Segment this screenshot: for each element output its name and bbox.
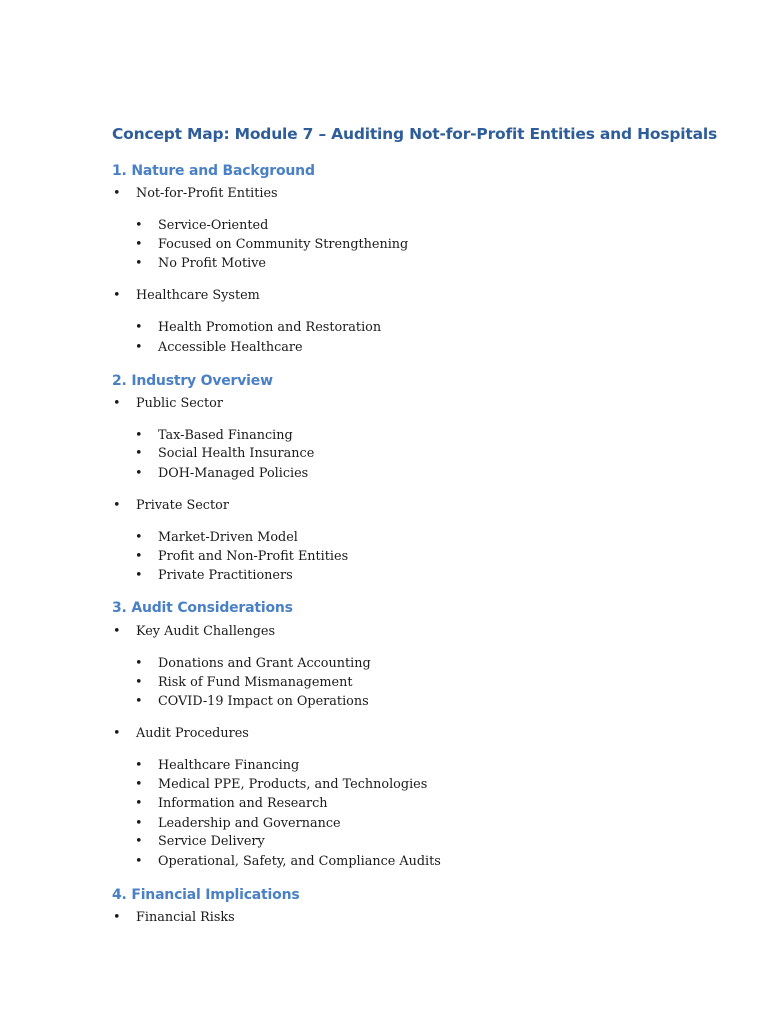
list-item: • Healthcare System: [113, 288, 260, 303]
bullet-icon: •: [113, 186, 121, 201]
list-item: • Medical PPE, Products, and Technologies: [135, 777, 428, 792]
list-item: • COVID-19 Impact on Operations: [135, 694, 369, 709]
list-item: • Service Delivery: [135, 834, 265, 849]
list-item: • Social Health Insurance: [135, 446, 315, 461]
bullet-icon: •: [135, 340, 143, 355]
bullet-icon: •: [135, 237, 143, 252]
bullet-icon: •: [135, 320, 143, 335]
bullet-icon: •: [135, 834, 143, 849]
list-item: • Not-for-Profit Entities: [113, 186, 278, 201]
list-item: • Accessible Healthcare: [135, 340, 303, 355]
bullet-icon: •: [135, 777, 143, 792]
section-heading-industry-overview: 2. Industry Overview: [112, 373, 273, 389]
bullet-icon: •: [135, 796, 143, 811]
list-item: • Tax-Based Financing: [135, 428, 293, 443]
bullet-icon: •: [135, 656, 143, 671]
list-item: • Financial Risks: [113, 910, 235, 925]
bullet-icon: •: [113, 288, 121, 303]
list-item: • Healthcare Financing: [135, 758, 300, 773]
list-item: • Information and Research: [135, 796, 328, 811]
bullet-icon: •: [135, 218, 143, 233]
list-item: • Audit Procedures: [113, 726, 249, 741]
bullet-icon: •: [135, 530, 143, 545]
bullet-icon: •: [135, 446, 143, 461]
bullet-icon: •: [135, 568, 143, 583]
bullet-icon: •: [135, 694, 143, 709]
section-heading-nature-background: 1. Nature and Background: [112, 163, 315, 179]
list-item: • Risk of Fund Mismanagement: [135, 675, 353, 690]
section-heading-audit-considerations: 3. Audit Considerations: [112, 600, 293, 616]
list-item: • Focused on Community Strengthening: [135, 237, 409, 252]
list-item: • Key Audit Challenges: [113, 624, 276, 639]
bullet-icon: •: [135, 854, 143, 869]
bullet-icon: •: [113, 910, 121, 925]
page-title: Concept Map: Module 7 – Auditing Not-for-Profit Entities and Hospitals: [112, 125, 717, 143]
bullet-icon: •: [113, 624, 121, 639]
bullet-icon: •: [135, 549, 143, 564]
list-item: • Private Sector: [113, 498, 229, 513]
bullet-icon: •: [113, 396, 121, 411]
list-item: • Service-Oriented: [135, 218, 269, 233]
bullet-icon: •: [135, 816, 143, 831]
bullet-icon: •: [113, 726, 121, 741]
bullet-icon: •: [135, 675, 143, 690]
list-item: • No Profit Motive: [135, 256, 266, 271]
list-item: • DOH-Managed Policies: [135, 466, 309, 481]
list-item: • Leadership and Governance: [135, 816, 341, 831]
list-item: • Market-Driven Model: [135, 530, 298, 545]
bullet-icon: •: [135, 428, 143, 443]
list-item: • Public Sector: [113, 396, 223, 411]
list-item: • Health Promotion and Restoration: [135, 320, 382, 335]
list-item: • Private Practitioners: [135, 568, 293, 583]
bullet-icon: •: [135, 466, 143, 481]
bullet-icon: •: [113, 498, 121, 513]
list-item: • Operational, Safety, and Compliance Audits: [135, 854, 441, 869]
section-heading-financial-implications: 4. Financial Implications: [112, 887, 300, 903]
list-item: • Profit and Non-Profit Entities: [135, 549, 349, 564]
bullet-icon: •: [135, 758, 143, 773]
list-item: • Donations and Grant Accounting: [135, 656, 371, 671]
bullet-icon: •: [135, 256, 143, 271]
